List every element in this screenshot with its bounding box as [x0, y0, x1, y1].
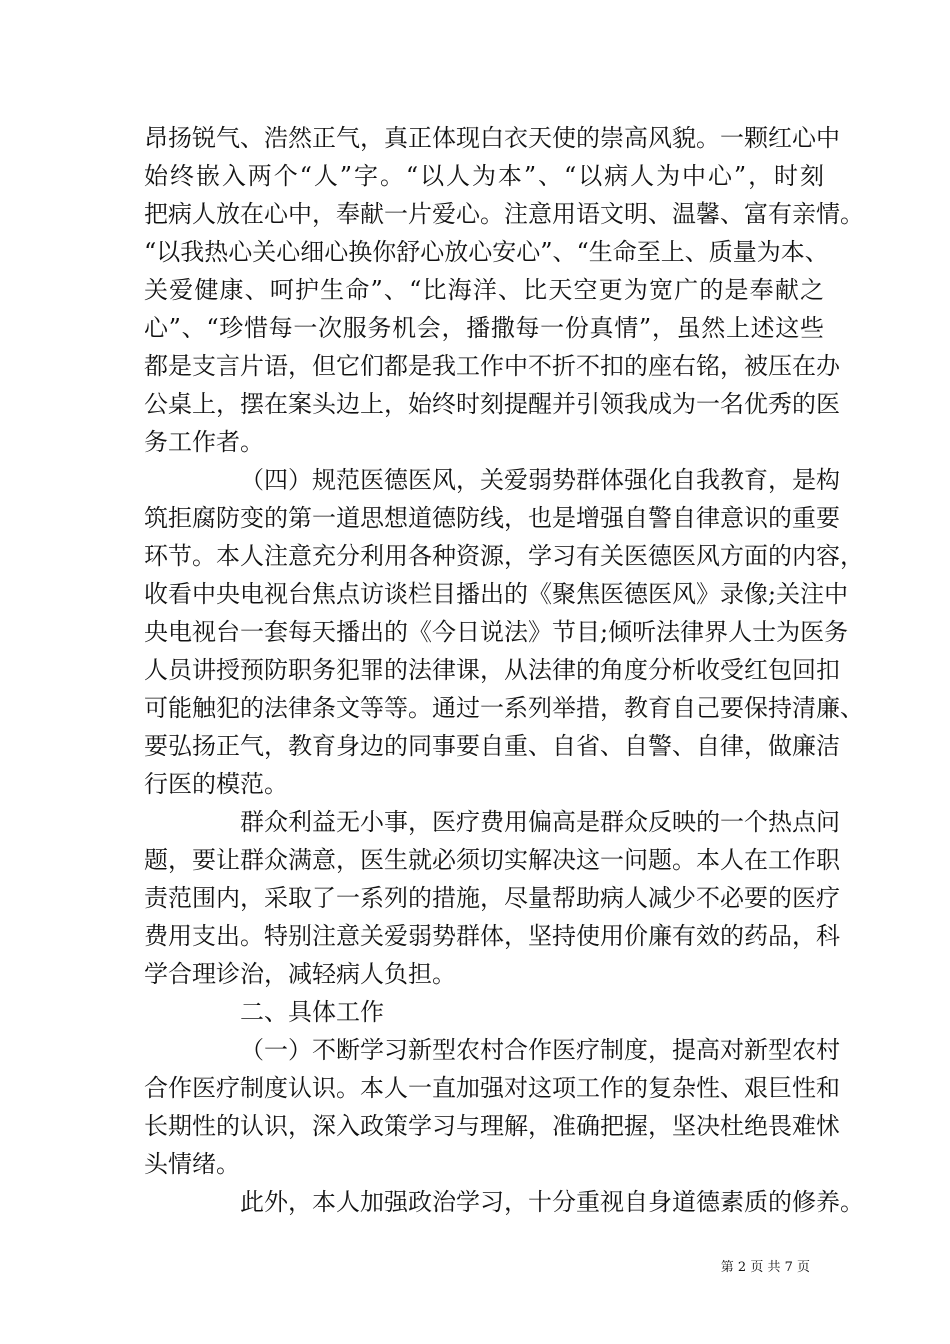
text-line: 心”、“珍惜每一次服务机会，播撒每一份真情”，虽然上述这些 — [144, 314, 824, 342]
text-line: 可能触犯的法律条文等等。通过一系列举措，教育自己要保持清廉、 — [144, 694, 864, 722]
text-line: 筑拒腐防变的第一道思想道德防线，也是增强自警自律意识的重要 — [144, 504, 840, 532]
text-line: 头情绪。 — [144, 1150, 240, 1178]
text-line: 行医的模范。 — [144, 770, 288, 798]
paragraph-first-line: （四）规范医德医风，关爱弱势群体强化自我教育，是构 — [240, 466, 840, 494]
text-line: 收看中央电视台焦点访谈栏目播出的《聚焦医德医风》录像;关注中 — [144, 580, 849, 608]
text-line: 费用支出。特别注意关爱弱势群体，坚持使用价廉有效的药品，科 — [144, 922, 840, 950]
text-line: 长期性的认识，深入政策学习与理解，准确把握，坚决杜绝畏难怵 — [144, 1112, 840, 1140]
paragraph-first-line: 此外，本人加强政治学习，十分重视自身道德素质的修养。 — [240, 1188, 864, 1216]
text-line: 学合理诊治，减轻病人负担。 — [144, 960, 456, 988]
text-line: 合作医疗制度认识。本人一直加强对这项工作的复杂性、艰巨性和 — [144, 1074, 840, 1102]
text-line: “以我热心关心细心换你舒心放心安心”、“生命至上、质量为本、 — [144, 238, 829, 266]
text-line: 人员讲授预防职务犯罪的法律课，从法律的角度分析收受红包回扣 — [144, 656, 840, 684]
text-line: 始终嵌入两个“人”字。“以人为本”、“以病人为中心”，时刻 — [144, 162, 824, 190]
text-line: 关爱健康、呵护生命”、“比海洋、比天空更为宽广的是奉献之 — [144, 276, 824, 304]
text-line: 要弘扬正气，教育身边的同事要自重、自省、自警、自律，做廉洁 — [144, 732, 840, 760]
paragraph-first-line: （一）不断学习新型农村合作医疗制度，提高对新型农村 — [240, 1036, 840, 1064]
text-line: 题，要让群众满意，医生就必须切实解决这一问题。本人在工作职 — [144, 846, 840, 874]
text-line: 环节。本人注意充分利用各种资源，学习有关医德医风方面的内容， — [144, 542, 864, 570]
text-line: 都是支言片语，但它们都是我工作中不折不扣的座右铭，被压在办 — [144, 352, 840, 380]
text-line: 公桌上，摆在案头边上，始终时刻提醒并引领我成为一名优秀的医 — [144, 390, 840, 418]
text-line: 昂扬锐气、浩然正气，真正体现白衣天使的崇高风貌。一颗红心中 — [144, 124, 840, 152]
text-line: 务工作者。 — [144, 428, 264, 456]
section-heading: 二、具体工作 — [240, 998, 384, 1026]
text-line: 把病人放在心中，奉献一片爱心。注意用语文明、温馨、富有亲情。 — [144, 200, 864, 228]
text-line: 责范围内，采取了一系列的措施，尽量帮助病人减少不必要的医疗 — [144, 884, 840, 912]
page-number: 第 2 页 共 7 页 — [720, 1260, 810, 1275]
paragraph-first-line: 群众利益无小事，医疗费用偏高是群众反映的一个热点问 — [240, 808, 840, 836]
text-line: 央电视台一套每天播出的《今日说法》节目;倾听法律界人士为医务 — [144, 618, 849, 646]
